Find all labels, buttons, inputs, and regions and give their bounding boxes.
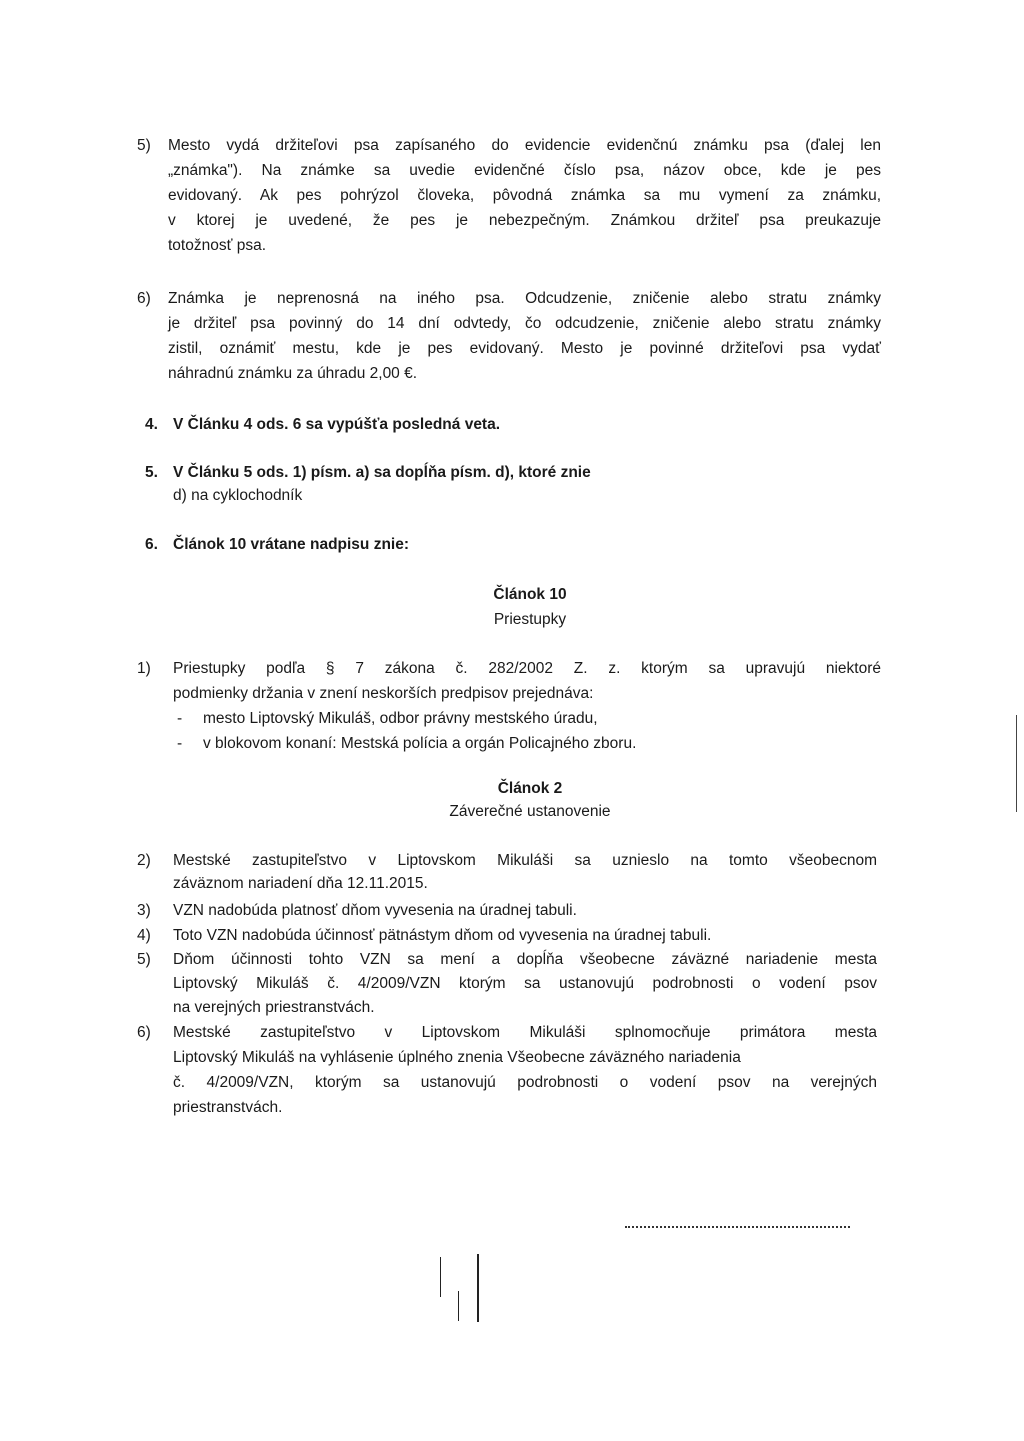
paragraph-6-line: náhradnú známku za úhradu 2,00 €. — [168, 365, 418, 382]
article-2-heading: Článok 2 — [497, 780, 563, 797]
item-5-subpoint: d) na cyklochodník — [173, 487, 303, 504]
final-item-line: Mestské zastupiteľstvo v Liptovskom Mikuláši splnomocňuje primátora mesta — [173, 1024, 877, 1041]
final-item-line: VZN nadobúda platnosť dňom vyvesenia na úradnej tabuli. — [173, 902, 577, 919]
item-6-number: 6. — [145, 536, 158, 553]
paragraph-5-number: 5) — [137, 137, 151, 154]
final-item-line: Liptovský Mikuláš č. 4/2009/VZN ktorým sa ustanovujú podrobnosti o vodení psov — [173, 975, 877, 992]
signature-line — [625, 1226, 850, 1228]
paragraph-5-line: evidovaný. Ak pes pohrýzol človeka, pôvodná známka sa mu vymení za známku, — [168, 187, 881, 204]
paragraph-6-line: je držiteľ psa povinný do 14 dní odvtedy, čo odcudzenie, zničenie alebo stratu známky — [168, 315, 881, 332]
item-6-text: Článok 10 vrátane nadpisu znie: — [173, 536, 410, 553]
paragraph-6-number: 6) — [137, 290, 151, 307]
scan-mark — [477, 1254, 479, 1322]
article-10-p1-line: podmienky držania v znení neskorších predpisov prejednáva: — [173, 685, 594, 702]
article-10-p1-line: Priestupky podľa § 7 zákona č. 282/2002 Z. z. ktorým sa upravujú niektoré — [173, 660, 881, 677]
final-item-number: 6) — [137, 1024, 151, 1041]
paragraph-6-line: zistil, oznámiť mestu, kde je pes evidovaný. Mesto je povinné držiteľovi psa vydať — [168, 340, 881, 357]
item-4-text: V Článku 4 ods. 6 sa vypúšťa posledná veta. — [173, 416, 501, 433]
article-10-heading: Článok 10 — [493, 586, 567, 603]
paragraph-5-line: totožnosť psa. — [168, 237, 267, 254]
bullet-dash: - — [177, 735, 183, 752]
final-item-line: Toto VZN nadobúda účinnosť pätnástym dňom od vyvesenia na úradnej tabuli. — [173, 927, 712, 944]
paragraph-5-line: Mesto vydá držiteľovi psa zapísaného do evidencie evidenčnú známku psa (ďalej len — [168, 137, 881, 154]
item-5-text: V Článku 5 ods. 1) písm. a) sa dopĺňa písm. d), ktoré znie — [173, 464, 591, 481]
final-item-line: Mestské zastupiteľstvo v Liptovskom Mikuláši sa uznieslo na tomto všeobecnom — [173, 852, 877, 869]
article-10-p1-number: 1) — [137, 660, 151, 677]
final-item-number: 5) — [137, 951, 151, 968]
paragraph-6-line: Známka je neprenosná na iného psa. Odcudzenie, zničenie alebo stratu známky — [168, 290, 881, 307]
final-item-line: Dňom účinnosti tohto VZN sa mení a dopĺňa všeobecne záväzné nariadenie mesta — [173, 951, 877, 968]
bullet-item: mesto Liptovský Mikuláš, odbor právny mestského úradu, — [203, 710, 598, 727]
scan-edge-line — [1016, 715, 1017, 812]
scan-mark — [458, 1291, 459, 1321]
paragraph-5-line: „známka"). Na známke sa uvedie evidenčné číslo psa, názov obce, kde je pes — [168, 162, 881, 179]
final-item-number: 2) — [137, 852, 151, 869]
final-item-number: 4) — [137, 927, 151, 944]
article-2-subheading: Záverečné ustanovenie — [449, 803, 611, 820]
bullet-item: v blokovom konaní: Mestská polícia a orgán Policajného zboru. — [203, 735, 637, 752]
final-item-line: na verejných priestranstvách. — [173, 999, 375, 1016]
scan-mark — [440, 1257, 441, 1297]
paragraph-5-line: v ktorej je uvedené, že pes je nebezpečným. Známkou držiteľ psa preukazuje — [168, 212, 881, 229]
final-item-line: priestranstvách. — [173, 1099, 283, 1116]
final-item-line: Liptovský Mikuláš na vyhlásenie úplného znenia Všeobecne záväzného nariadenia — [173, 1049, 741, 1066]
bullet-dash: - — [177, 710, 183, 727]
item-4-number: 4. — [145, 416, 158, 433]
item-5-number: 5. — [145, 464, 158, 481]
final-item-number: 3) — [137, 902, 151, 919]
final-item-line: č. 4/2009/VZN, ktorým sa ustanovujú podrobnosti o vodení psov na verejných — [173, 1074, 877, 1091]
final-item-line: záväznom nariadení dňa 12.11.2015. — [173, 875, 428, 892]
article-10-subheading: Priestupky — [493, 611, 567, 628]
